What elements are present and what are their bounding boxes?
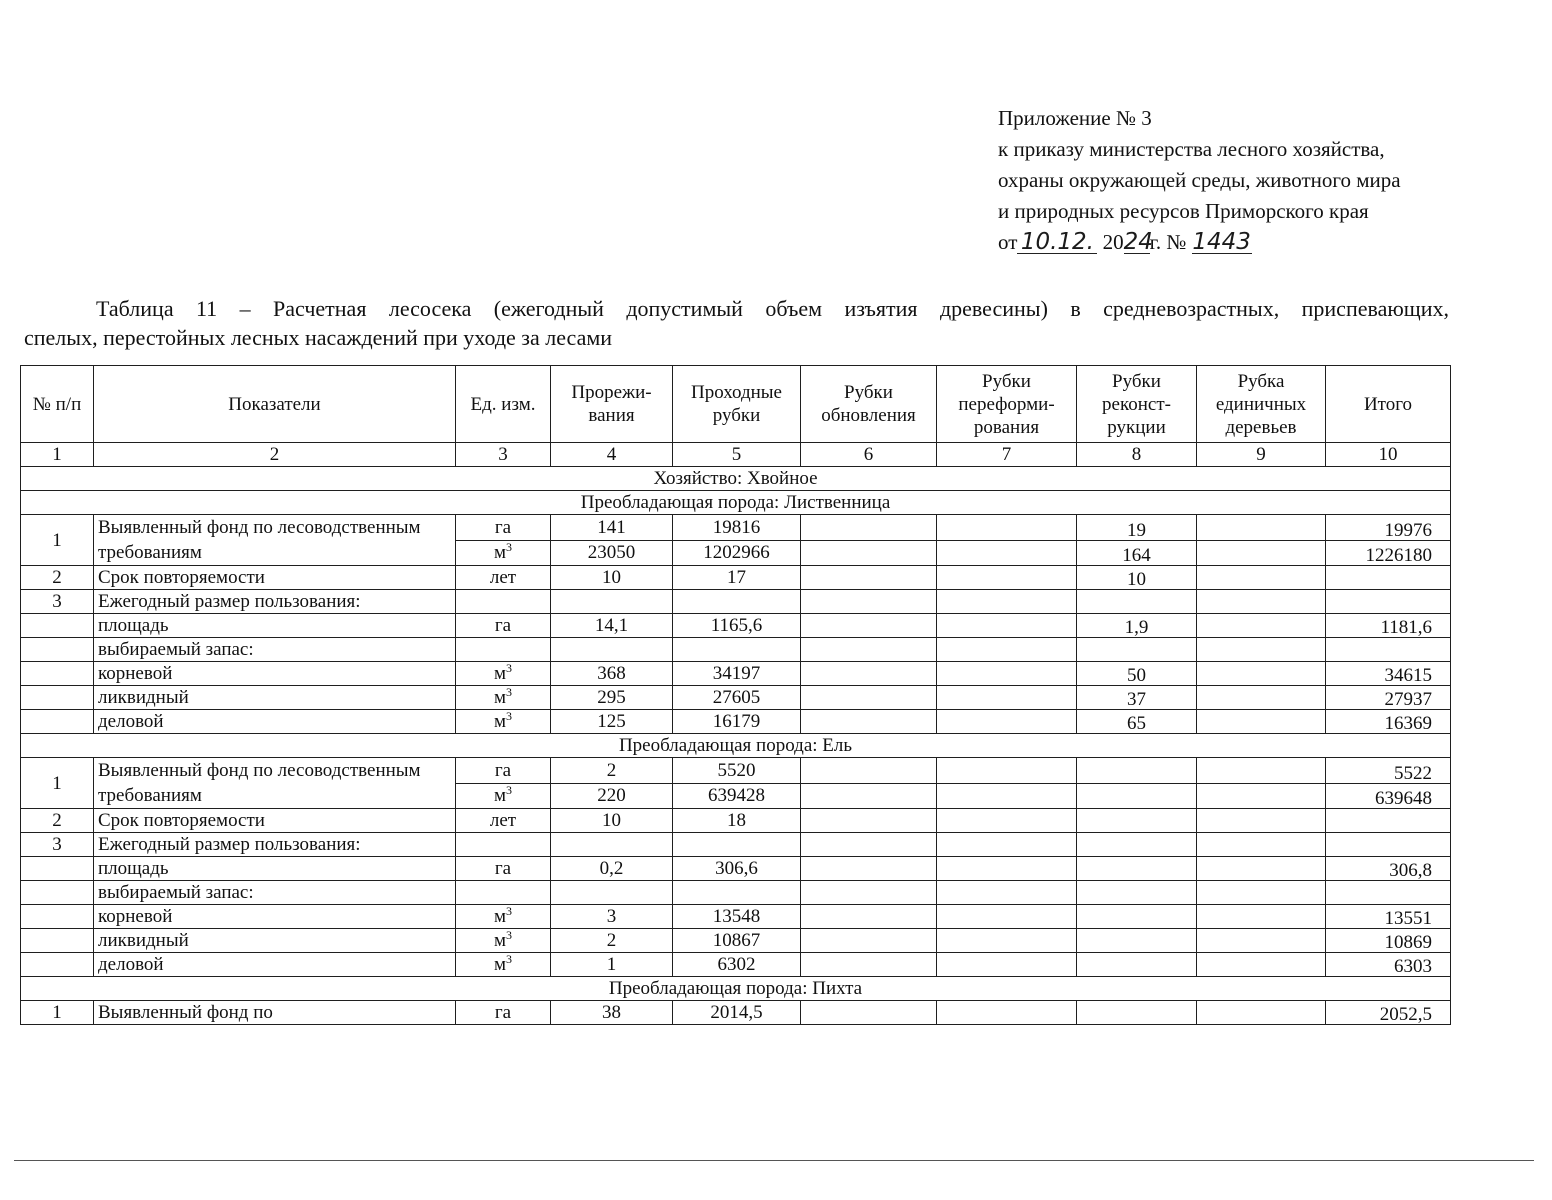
value-cell: 1202966 [673, 540, 801, 566]
total-cell: 2052,5 [1326, 1001, 1451, 1025]
value-cell [1077, 783, 1197, 809]
farm-title: Хозяйство: Хвойное [21, 467, 1451, 491]
value-cell: 2 [551, 929, 673, 953]
total-cell: 6303 [1326, 953, 1451, 977]
value-cell [801, 783, 937, 809]
indicator-label: Срок повторяемости [94, 566, 456, 590]
value-cell: 1,9 [1077, 614, 1197, 638]
total-cell [1326, 566, 1451, 590]
indicator-label: выбираемый запас: [94, 881, 456, 905]
value-cell: 37 [1077, 686, 1197, 710]
table-row [21, 515, 1451, 541]
value-cell [1197, 758, 1326, 784]
value-cell [1197, 929, 1326, 953]
value-cell [937, 566, 1077, 590]
value-cell: 1 [551, 953, 673, 977]
value-cell: 10867 [673, 929, 801, 953]
unit-cell: га [456, 857, 551, 881]
value-cell [801, 662, 937, 686]
value-cell: 13548 [673, 905, 801, 929]
value-cell [801, 614, 937, 638]
table-row [21, 929, 1451, 953]
value-cell [1197, 515, 1326, 541]
species-title: Преобладающая порода: Лиственница [21, 491, 1451, 515]
value-cell: 164 [1077, 540, 1197, 566]
value-cell: 141 [551, 515, 673, 541]
row-number: 1 [21, 758, 94, 809]
value-cell [1197, 809, 1326, 833]
value-cell: 0,2 [551, 857, 673, 881]
value-cell [1197, 953, 1326, 977]
value-cell: 10 [551, 566, 673, 590]
indicator-label: ликвидный [94, 686, 456, 710]
appendix-line-2: к приказу министерства лесного хозяйства, [998, 137, 1385, 161]
total-cell [1326, 809, 1451, 833]
total-cell: 10869 [1326, 929, 1451, 953]
year-suffix: г. № [1149, 230, 1187, 254]
value-cell: 368 [551, 662, 673, 686]
value-cell [1077, 929, 1197, 953]
handwritten-order-number: 1443 [1192, 229, 1251, 255]
handwritten-year: 24 [1123, 229, 1153, 255]
value-cell [801, 857, 937, 881]
farm-row [21, 467, 1451, 491]
col-header-passage-cutting: Проходные рубки [673, 366, 801, 443]
value-cell: 639428 [673, 783, 801, 809]
total-cell: 639648 [1326, 783, 1451, 809]
row-number: 1 [21, 515, 94, 566]
row-number: 3 [21, 833, 94, 857]
value-cell [1197, 662, 1326, 686]
unit-cell: га [456, 614, 551, 638]
value-cell: 2014,5 [673, 1001, 801, 1025]
total-cell: 5522 [1326, 758, 1451, 784]
appendix-title: Приложение № 3 [998, 106, 1152, 130]
value-cell [1197, 1001, 1326, 1025]
value-cell [1077, 905, 1197, 929]
unit-cell: $м^3$ [456, 540, 551, 566]
indicator-label: Ежегодный размер пользования: [94, 590, 456, 614]
col-header-indicators: Показатели [94, 366, 456, 443]
table-caption-line-2: спелых, перестойных лесных насаждений при уходе за лесами [24, 325, 613, 350]
value-cell [937, 710, 1077, 734]
value-cell [801, 809, 937, 833]
col-number: 6 [801, 443, 937, 467]
col-number: 7 [937, 443, 1077, 467]
table-row [21, 1001, 1451, 1025]
table-row [21, 614, 1451, 638]
table-caption-line-1: Таблица 11 – Расчетная лесосека (ежегодный допустимый объем изъятия древесины) в средневозрастных, приспевающих, [96, 296, 1449, 321]
value-cell: 17 [673, 566, 801, 590]
indicator-label: площадь [94, 614, 456, 638]
col-number: 4 [551, 443, 673, 467]
table-row [21, 809, 1451, 833]
indicator-label: Выявленный фонд по лесоводственным требованиям [94, 515, 456, 566]
value-cell: 38 [551, 1001, 673, 1025]
value-cell: 19 [1077, 515, 1197, 541]
row-number: 3 [21, 590, 94, 614]
value-cell [937, 905, 1077, 929]
col-header-reconstruction-cutting: Рубки реконст-рукции [1077, 366, 1197, 443]
unit-cell: га [456, 1001, 551, 1025]
table-row [21, 590, 1451, 614]
value-cell: 18 [673, 809, 801, 833]
unit-cell: $м^3$ [456, 905, 551, 929]
value-cell: 5520 [673, 758, 801, 784]
value-cell [1197, 857, 1326, 881]
value-cell [801, 540, 937, 566]
indicator-label: Выявленный фонд по [94, 1001, 456, 1025]
value-cell [1197, 614, 1326, 638]
value-cell [1077, 953, 1197, 977]
col-header-renewal-cutting: Рубки обновления [801, 366, 937, 443]
value-cell [937, 540, 1077, 566]
value-cell [937, 686, 1077, 710]
value-cell: 65 [1077, 710, 1197, 734]
value-cell [937, 662, 1077, 686]
value-cell: 14,1 [551, 614, 673, 638]
value-cell: 6302 [673, 953, 801, 977]
unit-cell: га [456, 758, 551, 784]
column-numbers-row [21, 443, 1451, 467]
value-cell: 19816 [673, 515, 801, 541]
row-number: 2 [21, 566, 94, 590]
total-cell: 19976 [1326, 515, 1451, 541]
col-number: 9 [1197, 443, 1326, 467]
unit-cell: лет [456, 809, 551, 833]
value-cell [937, 929, 1077, 953]
table-row [21, 710, 1451, 734]
value-cell [1197, 905, 1326, 929]
species-row-spruce [21, 734, 1451, 758]
appendix-line-3: охраны окружающей среды, животного мира [998, 168, 1401, 192]
table-row [21, 833, 1451, 857]
value-cell [937, 758, 1077, 784]
indicator-label: Выявленный фонд по лесоводственным требованиям [94, 758, 456, 809]
species-title: Преобладающая порода: Ель [21, 734, 1451, 758]
col-number: 8 [1077, 443, 1197, 467]
unit-cell: $м^3$ [456, 710, 551, 734]
value-cell [1077, 809, 1197, 833]
unit-cell: $м^3$ [456, 686, 551, 710]
col-header-num: № п/п [21, 366, 94, 443]
indicator-label: площадь [94, 857, 456, 881]
value-cell [801, 1001, 937, 1025]
value-cell [801, 905, 937, 929]
indicator-label: деловой [94, 953, 456, 977]
value-cell [937, 614, 1077, 638]
value-cell [937, 857, 1077, 881]
value-cell [1197, 566, 1326, 590]
unit-cell: $м^3$ [456, 662, 551, 686]
harvest-table [20, 365, 1451, 1025]
order-date-line [998, 227, 1401, 258]
value-cell [801, 566, 937, 590]
header-row [21, 366, 1451, 443]
row-number: 1 [21, 1001, 94, 1025]
value-cell [937, 953, 1077, 977]
value-cell [1077, 758, 1197, 784]
value-cell: 23050 [551, 540, 673, 566]
total-cell: 306,8 [1326, 857, 1451, 881]
indicator-label: ликвидный [94, 929, 456, 953]
value-cell [801, 710, 937, 734]
value-cell [801, 758, 937, 784]
value-cell [801, 953, 937, 977]
value-cell [937, 783, 1077, 809]
page-bottom-divider [14, 1160, 1534, 1161]
indicator-label: выбираемый запас: [94, 638, 456, 662]
value-cell: 10 [551, 809, 673, 833]
table-row [21, 686, 1451, 710]
unit-cell: га [456, 515, 551, 541]
handwritten-date: 10.12. [1017, 231, 1097, 254]
col-number: 3 [456, 443, 551, 467]
value-cell [801, 929, 937, 953]
value-cell: 34197 [673, 662, 801, 686]
total-cell: 34615 [1326, 662, 1451, 686]
value-cell: 125 [551, 710, 673, 734]
table-row [21, 857, 1451, 881]
value-cell [1197, 783, 1326, 809]
table-row [21, 953, 1451, 977]
value-cell [1197, 686, 1326, 710]
indicator-label: корневой [94, 905, 456, 929]
value-cell [1077, 857, 1197, 881]
year-prefix: 20 [1102, 230, 1124, 254]
table-row [21, 566, 1451, 590]
unit-cell: $м^3$ [456, 953, 551, 977]
row-number: 2 [21, 809, 94, 833]
col-number: 1 [21, 443, 94, 467]
date-prefix: от [998, 230, 1018, 254]
value-cell [1197, 710, 1326, 734]
total-cell: 13551 [1326, 905, 1451, 929]
col-number: 2 [94, 443, 456, 467]
col-header-reformation-cutting: Рубки переформи-рования [937, 366, 1077, 443]
value-cell [937, 809, 1077, 833]
table-row [21, 758, 1451, 784]
table-row [21, 638, 1451, 662]
value-cell [1197, 540, 1326, 566]
value-cell [801, 686, 937, 710]
species-title: Преобладающая порода: Пихта [21, 977, 1451, 1001]
indicator-label: Ежегодный размер пользования: [94, 833, 456, 857]
value-cell: 295 [551, 686, 673, 710]
col-header-single-tree-cutting: Рубка единичных деревьев [1197, 366, 1326, 443]
species-row-larch [21, 491, 1451, 515]
value-cell: 10 [1077, 566, 1197, 590]
col-number: 10 [1326, 443, 1451, 467]
unit-cell: лет [456, 566, 551, 590]
value-cell: 3 [551, 905, 673, 929]
table-row [21, 662, 1451, 686]
col-header-total: Итого [1326, 366, 1451, 443]
value-cell: 220 [551, 783, 673, 809]
table-row [21, 905, 1451, 929]
value-cell [801, 515, 937, 541]
col-header-thinning: Прорежи-вания [551, 366, 673, 443]
unit-cell: $м^3$ [456, 929, 551, 953]
total-cell: 1226180 [1326, 540, 1451, 566]
appendix-header [998, 103, 1401, 258]
total-cell: 27937 [1326, 686, 1451, 710]
value-cell [937, 1001, 1077, 1025]
col-number: 5 [673, 443, 801, 467]
value-cell: 2 [551, 758, 673, 784]
value-cell: 306,6 [673, 857, 801, 881]
indicator-label: деловой [94, 710, 456, 734]
col-header-unit: Ед. изм. [456, 366, 551, 443]
table-row [21, 881, 1451, 905]
value-cell [937, 515, 1077, 541]
total-cell: 16369 [1326, 710, 1451, 734]
indicator-label: корневой [94, 662, 456, 686]
total-cell: 1181,6 [1326, 614, 1451, 638]
appendix-line-4: и природных ресурсов Приморского края [998, 199, 1369, 223]
value-cell: 1165,6 [673, 614, 801, 638]
value-cell [1077, 1001, 1197, 1025]
species-row-fir [21, 977, 1451, 1001]
value-cell: 16179 [673, 710, 801, 734]
unit-cell: $м^3$ [456, 783, 551, 809]
value-cell: 50 [1077, 662, 1197, 686]
table-caption [24, 294, 1449, 352]
value-cell: 27605 [673, 686, 801, 710]
indicator-label: Срок повторяемости [94, 809, 456, 833]
